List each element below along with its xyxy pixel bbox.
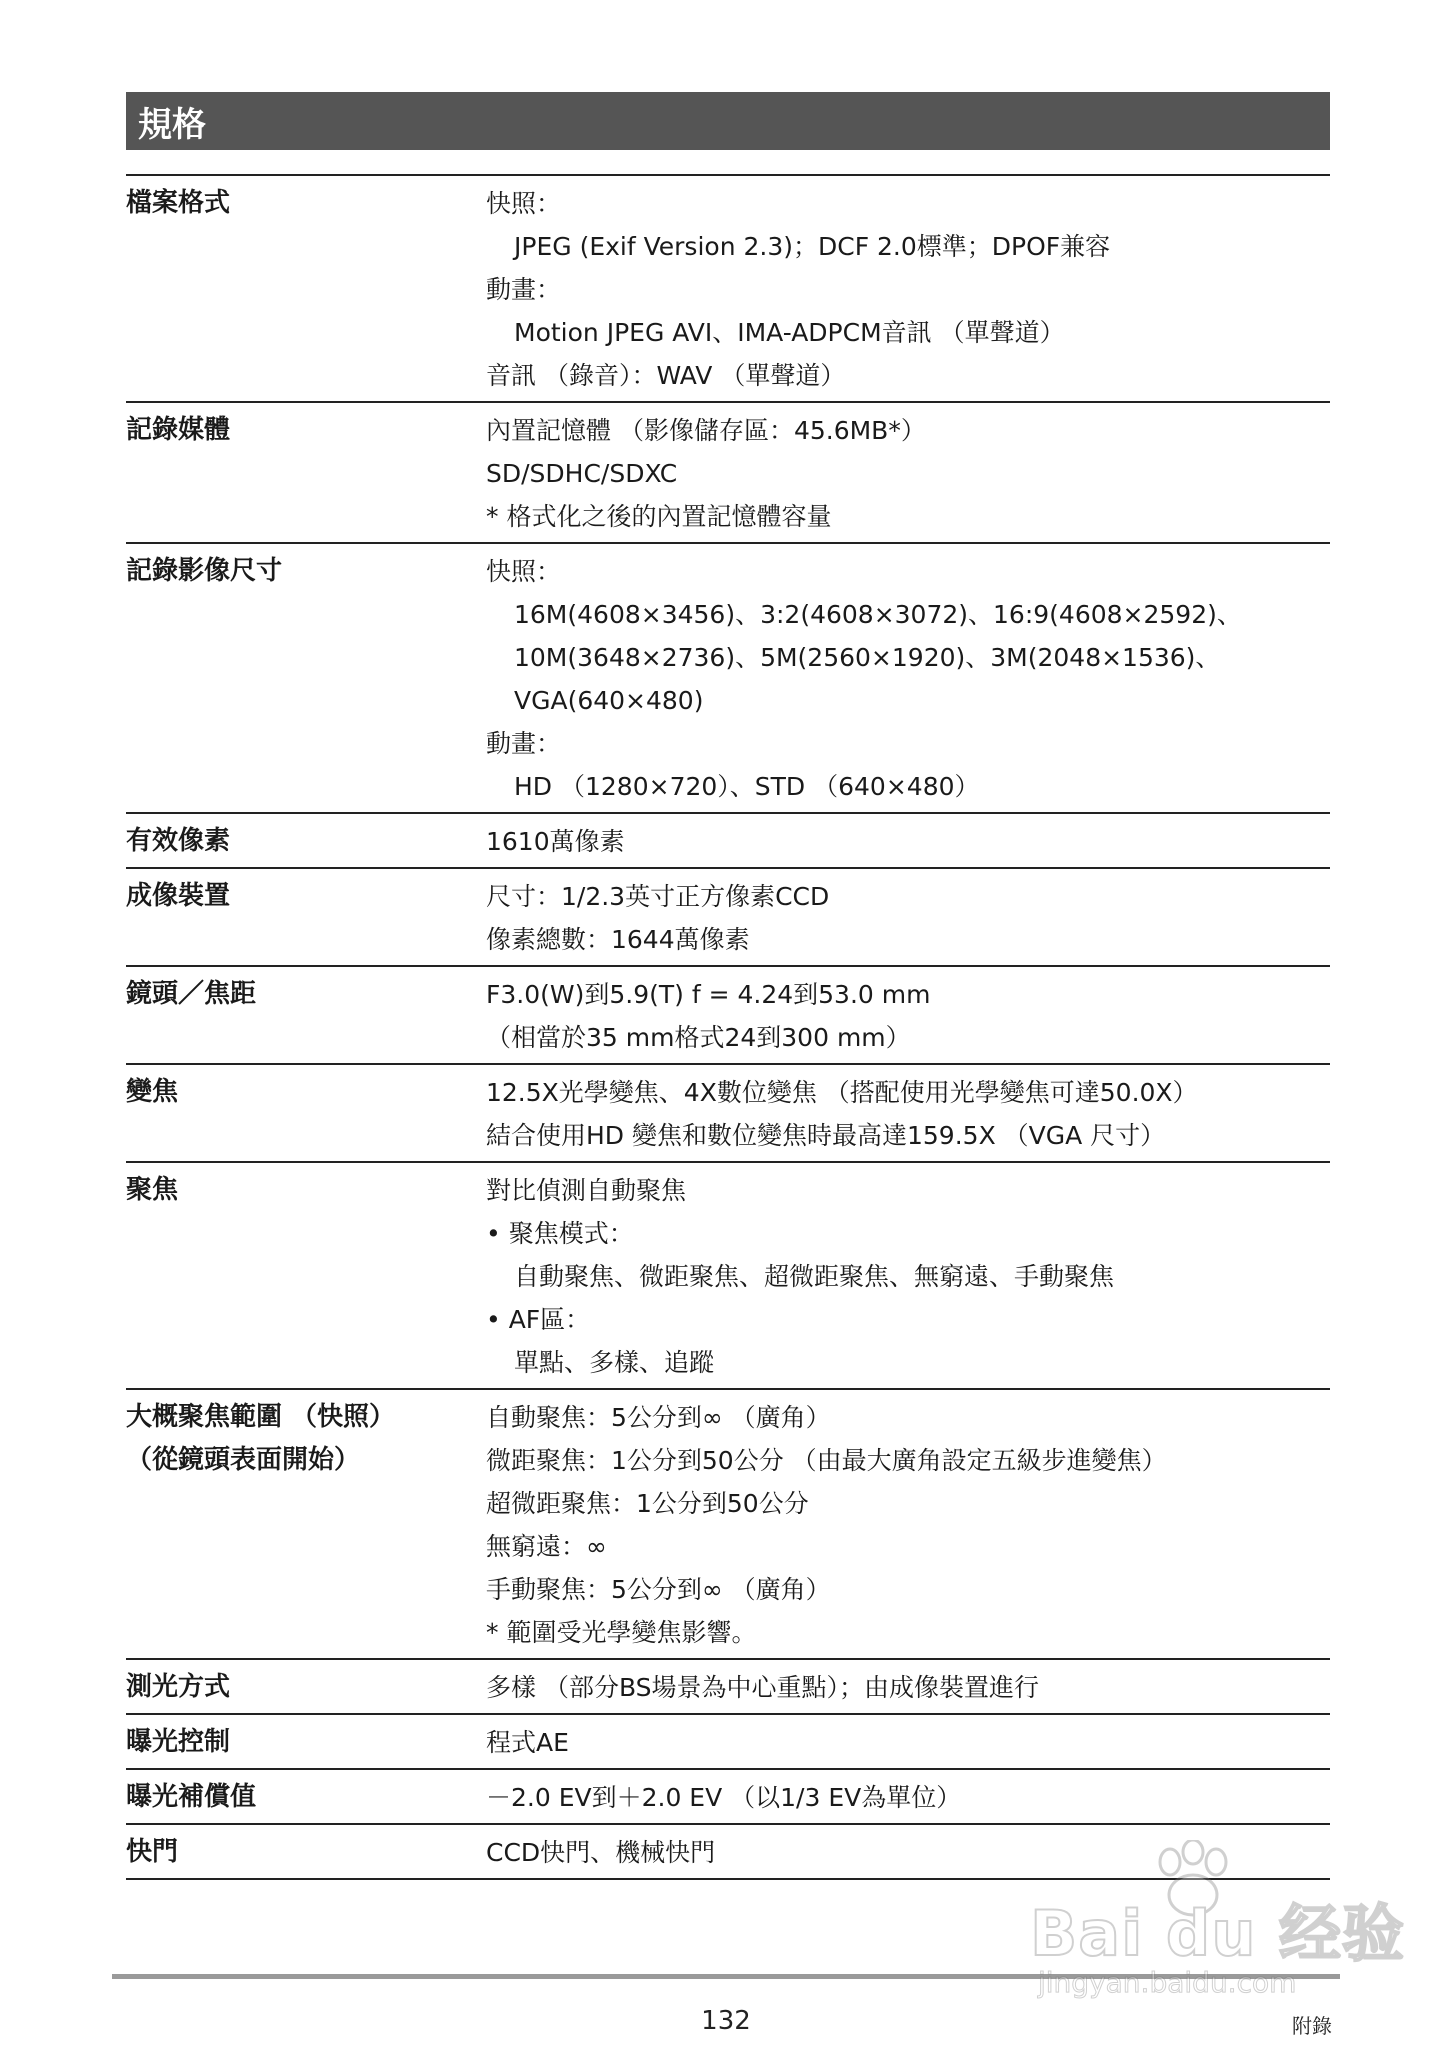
spec-value xyxy=(486,409,1330,538)
spec-value xyxy=(486,182,1330,397)
spec-value-line: 10M(3648×2736)、5M(2560×1920)、3M(2048×1536)、 xyxy=(514,643,1221,672)
page-number: 132 xyxy=(701,2006,751,2036)
spec-value-line: 16M(4608×3456)、3:2(4608×3072)、16:9(4608×2592)、 xyxy=(514,600,1242,629)
spec-value-line: 無窮遠：∞ xyxy=(486,1532,607,1561)
spec-label-line: 大概聚焦範圍 （快照） xyxy=(126,1402,396,1432)
spec-label-line: 記錄影像尺寸 xyxy=(126,556,283,586)
spec-value-line: 手動聚焦：5公分到∞ （廣角） xyxy=(486,1575,831,1604)
spec-value xyxy=(486,1776,1330,1819)
spec-value-line: 結合使用HD 變焦和數位變焦時最高達159.5X （VGA 尺寸） xyxy=(486,1121,1166,1150)
spec-value-line: 12.5X光學變焦、4X數位變焦 （搭配使用光學變焦可達50.0X） xyxy=(486,1078,1198,1107)
spec-value xyxy=(486,1071,1330,1157)
spec-row xyxy=(126,544,1330,814)
spec-row xyxy=(126,1770,1330,1825)
spec-value-line: 程式AE xyxy=(486,1728,569,1757)
spec-value-line: 動畫： xyxy=(486,275,562,304)
watermark xyxy=(1030,1840,1406,2020)
spec-label-line: 曝光控制 xyxy=(126,1727,231,1757)
spec-label xyxy=(126,820,486,863)
spec-value-line: －2.0 EV到＋2.0 EV （以1/3 EV為單位） xyxy=(486,1783,962,1812)
spec-label-line: 變焦 xyxy=(126,1077,179,1107)
spec-value-line: SD/SDHC/SDXC xyxy=(486,459,678,488)
section-header-bar xyxy=(126,92,1330,150)
watermark-url: jingyan.baidu.com xyxy=(1038,1966,1297,1999)
spec-value-line: • AF區： xyxy=(486,1305,591,1334)
spec-label xyxy=(126,1071,486,1157)
spec-value-line: 尺寸：1/2.3英寸正方像素CCD xyxy=(486,882,830,911)
spec-row xyxy=(126,869,1330,967)
spec-row xyxy=(126,814,1330,869)
spec-row xyxy=(126,403,1330,544)
spec-label xyxy=(126,1776,486,1819)
spec-label-line: （從鏡頭表面開始） xyxy=(126,1445,361,1475)
spec-value xyxy=(486,875,1330,961)
section-label: 附錄 xyxy=(1292,2014,1332,2038)
spec-label xyxy=(126,182,486,397)
page-title: 規格 xyxy=(138,104,206,145)
spec-value-line: 音訊 （錄音）：WAV （單聲道） xyxy=(486,361,846,390)
spec-row xyxy=(126,1163,1330,1390)
spec-label-line: 快門 xyxy=(126,1837,179,1867)
spec-label xyxy=(126,1666,486,1709)
spec-value xyxy=(486,1169,1330,1384)
spec-value-line: 單點、多樣、追蹤 xyxy=(514,1348,715,1377)
spec-label-line: 鏡頭／焦距 xyxy=(126,979,257,1009)
spec-label-line: 有效像素 xyxy=(126,826,231,856)
spec-label-line: 檔案格式 xyxy=(126,188,231,218)
spec-row xyxy=(126,1715,1330,1770)
spec-value-line: * 範圍受光學變焦影響。 xyxy=(486,1618,757,1647)
spec-row xyxy=(126,1390,1330,1660)
watermark-brand: Bai du 经验 xyxy=(1030,1897,1406,1970)
spec-value xyxy=(486,550,1330,808)
spec-value xyxy=(486,1721,1330,1764)
spec-value xyxy=(486,973,1330,1059)
spec-value-line: 像素總數：1644萬像素 xyxy=(486,925,750,954)
spec-value-line: VGA(640×480) xyxy=(514,686,704,715)
spec-value-line: JPEG (Exif Version 2.3)；DCF 2.0標準；DPOF兼容 xyxy=(514,232,1111,261)
spec-label-line: 聚焦 xyxy=(126,1175,179,1205)
spec-label-line: 測光方式 xyxy=(126,1672,231,1702)
spec-row xyxy=(126,967,1330,1065)
spec-value-line: 自動聚焦、微距聚焦、超微距聚焦、無窮遠、手動聚焦 xyxy=(514,1262,1115,1291)
spec-value-line: 快照： xyxy=(486,189,562,218)
spec-label xyxy=(126,1169,486,1384)
spec-value-line: • 聚焦模式： xyxy=(486,1219,634,1248)
spec-label xyxy=(126,550,486,808)
spec-label-line: 曝光補償值 xyxy=(126,1782,257,1812)
spec-value xyxy=(486,1666,1330,1709)
spec-value-line: 快照： xyxy=(486,557,562,586)
spec-value-line: 自動聚焦：5公分到∞ （廣角） xyxy=(486,1403,831,1432)
spec-value-line: 動畫： xyxy=(486,729,562,758)
spec-label-line: 成像裝置 xyxy=(126,881,231,911)
spec-label xyxy=(126,1831,486,1874)
spec-value-line: CCD快門、機械快門 xyxy=(486,1838,716,1867)
spec-value xyxy=(486,820,1330,863)
spec-value-line: 對比偵測自動聚焦 xyxy=(486,1176,687,1205)
spec-table xyxy=(126,174,1330,1880)
spec-label-line: 記錄媒體 xyxy=(126,415,231,445)
spec-value-line: （相當於35 mm格式24到300 mm） xyxy=(486,1023,911,1052)
spec-value-line: HD （1280×720）、STD （640×480） xyxy=(514,772,980,801)
spec-row xyxy=(126,1065,1330,1163)
spec-value-line: 微距聚焦：1公分到50公分 （由最大廣角設定五級步進變焦） xyxy=(486,1446,1167,1475)
spec-value-line: 多樣 （部分BS場景為中心重點）；由成像裝置進行 xyxy=(486,1673,1040,1702)
spec-value-line: 內置記憶體 （影像儲存區：45.6MB*） xyxy=(486,416,926,445)
spec-value-line: Motion JPEG AVI、IMA-ADPCM音訊 （單聲道） xyxy=(514,318,1065,347)
spec-value-line: 超微距聚焦：1公分到50公分 xyxy=(486,1489,809,1518)
spec-label xyxy=(126,1396,486,1654)
spec-row xyxy=(126,1660,1330,1715)
spec-label xyxy=(126,973,486,1059)
spec-value-line: 1610萬像素 xyxy=(486,827,625,856)
spec-value-line: * 格式化之後的內置記憶體容量 xyxy=(486,502,832,531)
spec-label xyxy=(126,1721,486,1764)
spec-label xyxy=(126,875,486,961)
spec-label xyxy=(126,409,486,538)
spec-value-line: F3.0(W)到5.9(T) f = 4.24到53.0 mm xyxy=(486,980,931,1009)
spec-row xyxy=(126,176,1330,403)
spec-value xyxy=(486,1396,1330,1654)
